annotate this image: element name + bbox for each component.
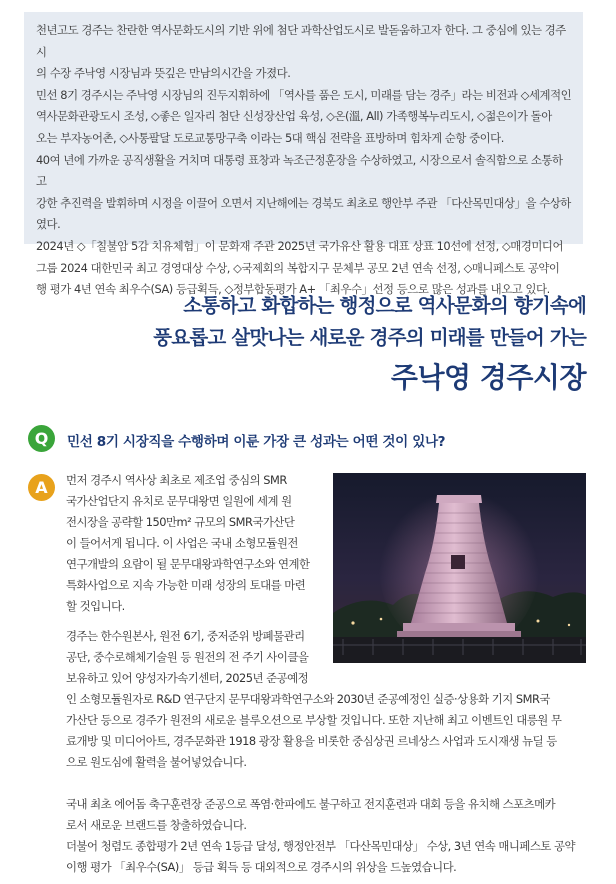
answer-line: 료개방 및 미디어아트, 경주문화관 1918 광장 활용을 비롯한 중심상권 르네상스 사업과 도시재생 뉴딜 등 bbox=[66, 734, 557, 748]
intro-line: 그룹 2024 대한민국 최고 경영대상 수상, ◇국제회의 복합지구 문체부 공모 2년 연속 선정, ◇매니페스토 공약이 bbox=[36, 260, 560, 275]
intro-line: 행 평가 4년 연속 최우수(SA) 등급획득, ◇정부합동평가 A+ 「최우수」선정 등으로 많은 성과를 내오고 있다. bbox=[36, 282, 550, 297]
answer-line: 이행 평가 「최우수(SA)」 등급 획득 등 대외적으로 경주시의 위상을 드높였습니다. bbox=[66, 860, 457, 874]
answer-line: 특화사업으로 지속 가능한 미래 성장의 토대를 마련 bbox=[66, 578, 306, 592]
intro-line: 역사문화관광도시 조성, ◇좋은 일자리 첨단 신성장산업 육성, ◇온(溫, All) 가족행복누리도시, ◇젊은이가 돌아 bbox=[36, 109, 552, 124]
headline-line-1: 소통하고 화합하는 행정으로 역사문화의 향기속에 bbox=[183, 294, 586, 317]
intro-line: 강한 추진력을 발휘하며 시정을 이끌어 오면서 지난해에는 경북도 최초로 행안부 주관 「다산목민대상」을 수상하였다. bbox=[36, 195, 571, 232]
headline-line-2: 풍요롭고 살맛나는 새로운 경주의 미래를 만들어 가는 bbox=[153, 326, 586, 349]
answer-paragraph-3 bbox=[66, 794, 590, 878]
answer-line: 이 들어서게 됩니다. 이 사업은 국내 소형모듈원전 bbox=[66, 536, 298, 550]
answer-line: 으로 원도심에 활력을 불어넣었습니다. bbox=[66, 755, 247, 769]
answer-line: 전시장을 공략할 150만m² 규모의 SMR국가산단 bbox=[66, 515, 295, 529]
answer-line: 인 소형모듈원자로 R&D 연구단지 문무대왕과학연구소와 2030년 준공예정인 실증·상용화 기지 SMR국 bbox=[66, 692, 550, 706]
answer-line: 연구개발의 요람이 될 문무대왕과학연구소와 연계한 bbox=[66, 557, 310, 571]
cheomseongdae-night-photo bbox=[333, 473, 586, 663]
answer-line: 먼저 경주시 역사상 최초로 제조업 중심의 SMR bbox=[66, 473, 287, 487]
answer-badge: A bbox=[28, 474, 55, 501]
answer-paragraph-1 bbox=[66, 470, 324, 617]
answer-line: 국내 최초 에어돔 축구훈련장 준공으로 폭염·한파에도 불구하고 전지훈련과 대회 등을 유치해 스포츠메카 bbox=[66, 797, 556, 811]
answer-line: 더불어 청렴도 종합평가 2년 연속 1등급 달성, 행정안전부 「다산목민대상」 수상, 3년 연속 매니페스토 공약 bbox=[66, 839, 575, 853]
answer-paragraph-2a bbox=[66, 626, 324, 689]
headline-name: 주낙영 경주시장 bbox=[390, 361, 586, 394]
intro-line: 2024년 ◇「칠불암 5감 치유체험」이 문화재 주관 2025년 국가유산 활용 대표 상표 10선에 선정, ◇매경미디어 bbox=[36, 238, 564, 253]
answer-line: 가산단 등으로 경주가 원전의 새로운 블루오션으로 부상할 것입니다. 또한 지난해 최고 이벤트인 대릉원 무 bbox=[66, 713, 562, 727]
intro-line: 오는 부자농어촌, ◇사통팔달 도로교통망구축 이라는 5대 핵심 전략을 표방하며 힘차게 순항 중이다. bbox=[36, 130, 504, 145]
answer-line: 보유하고 있어 양성자가속기센터, 2025년 준공예정 bbox=[66, 671, 309, 685]
intro-line: 의 수장 주낙영 시장님과 뜻깊은 만남의시간을 가졌다. bbox=[36, 66, 291, 81]
intro-line: 천년고도 경주는 찬란한 역사문화도시의 기반 위에 첨단 과학산업도시로 발돋움하고자 한다. 그 중심에 있는 경주시 bbox=[36, 23, 566, 59]
intro-line: 민선 8기 경주시는 주낙영 시장님의 진두지휘하에 「역사를 품은 도시, 미래를 담는 경주」라는 비전과 ◇세계적인 bbox=[36, 87, 572, 102]
answer-line: 로서 새로운 브랜드를 창출하였습니다. bbox=[66, 818, 247, 832]
answer-line: 국가산업단지 유치로 문무대왕면 일원에 세계 원 bbox=[66, 494, 292, 508]
question-text: 민선 8기 시장직을 수행하며 이룬 가장 큰 성과는 어떤 것이 있나? bbox=[67, 434, 446, 450]
intro-line: 40여 년에 가까운 공직생활을 거치며 대통령 표창과 녹조근정훈장을 수상하였고, 시장으로서 솔직함으로 소통하고 bbox=[36, 152, 563, 189]
answer-line: 경주는 한수원본사, 원전 6기, 중저준위 방폐물관리 bbox=[66, 629, 305, 643]
answer-line: 할 것입니다. bbox=[66, 599, 125, 613]
intro-box bbox=[24, 12, 583, 297]
question-badge: Q bbox=[28, 425, 55, 452]
answer-paragraph-2b bbox=[66, 689, 590, 773]
answer-line: 공단, 중수로해체기술원 등 원전의 전 주기 사이클을 bbox=[66, 650, 309, 664]
